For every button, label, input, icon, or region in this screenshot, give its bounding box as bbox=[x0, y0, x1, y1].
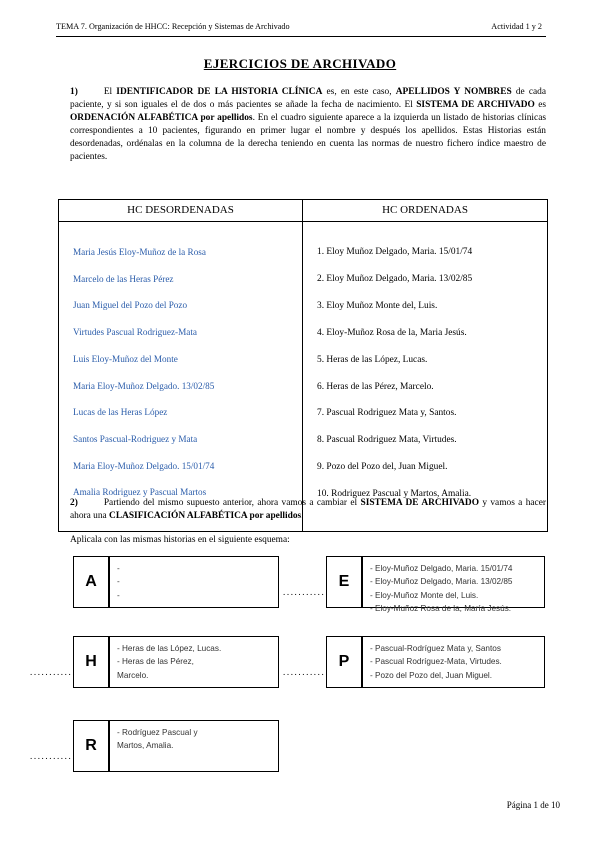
exercise-2-number: 2) bbox=[70, 498, 78, 508]
schema-line: - bbox=[117, 564, 120, 573]
schema-line: - bbox=[117, 577, 120, 587]
table-header-row bbox=[59, 200, 548, 222]
header-right-text: Actividad 1 y 2 bbox=[491, 22, 542, 31]
exercise-1-text: El IDENTIFICADOR DE LA HISTORIA CLÍNICA es, en este caso, APELLIDOS Y NOMBRES de cada paciente, y si son iguales el de dos o más pacientes se añade la fecha de nacimiento. El SISTEMA DE ARCHIVADO es ORDENACIÓN ALFABÉTICA por apellidos. En el cuadro siguiente aparece a la izquierda un listado de historias clínicas correspondientes a 10 pacientes, figurando en primer lugar el nombre y después los apellidos. Estas Historias están desordenadas, ordénalas en la columna de la derecha teniendo en cuenta las normas de nuestro fichero índice maestro de pacientes. bbox=[70, 87, 547, 162]
exercise-1-paragraph bbox=[70, 86, 546, 164]
ordered-item: 8. Pascual Rodriguez Mata, Virtudes. bbox=[317, 435, 457, 446]
disordered-item: Virtudes Pascual Rodriguez-Mata bbox=[73, 327, 197, 338]
schema-line: - Eloy-Muñoz Delgado, Maria. 13/02/85 bbox=[370, 577, 513, 587]
disordered-item: Juan Miguel del Pozo del Pozo bbox=[73, 300, 188, 311]
schema-line: - Eloy-Muñoz Monte del, Luis. bbox=[370, 590, 479, 600]
schema-content-h bbox=[109, 636, 279, 688]
header-divider bbox=[56, 36, 546, 37]
ordered-item: 6. Heras de las Pérez, Marcelo. bbox=[317, 381, 434, 392]
ordered-item: 2. Eloy Muñoz Delgado, Maria. 13/02/85 bbox=[317, 273, 473, 284]
page-footer: Página 1 de 10 bbox=[506, 800, 560, 810]
schema-line: Martos, Amalia. bbox=[117, 741, 174, 751]
disordered-item: Santos Pascual-Rodriguez y Mata bbox=[73, 433, 198, 444]
schema-line: - Pascual-Rodríguez Mata y, Santos bbox=[370, 644, 501, 653]
schema-letter-e: E bbox=[326, 556, 362, 608]
ordered-item: 10. Rodriguez Pascual y Martos, Amalia. bbox=[317, 489, 472, 500]
ordered-item: 7. Pascual Rodriguez Mata y, Santos. bbox=[317, 408, 457, 419]
disordered-list bbox=[59, 248, 302, 498]
schema-line: Marcelo. bbox=[117, 670, 149, 680]
page-title-text: EJERCICIOS DE ARCHIVADO bbox=[203, 56, 397, 71]
schema-dots: ............ bbox=[283, 667, 330, 677]
exercise-2-text: Partiendo del mismo supuesto anterior, ahora vamos a cambiar el SISTEMA DE ARCHIVADO y vamos a hacer ahora una CLASIFICACIÓN ALFABÉTICA por apellidos. bbox=[70, 498, 546, 521]
schema-letter-r: R bbox=[73, 720, 109, 772]
schema-line: - Rodríguez Pascual y bbox=[117, 728, 198, 737]
schema-letter-a: A bbox=[73, 556, 109, 608]
page-header bbox=[56, 22, 560, 31]
ordered-item: 4. Eloy-Muñoz Rosa de la, Maria Jesús. bbox=[317, 327, 467, 338]
schema-content-r bbox=[109, 720, 279, 772]
schema-line: - Pascual Rodríguez-Mata, Virtudes. bbox=[370, 657, 502, 667]
ordered-cell bbox=[303, 222, 548, 532]
disordered-item: Amalia Rodriguez y Pascual Martos bbox=[73, 487, 207, 498]
schema-letter-p: P bbox=[326, 636, 362, 688]
disordered-item: Marcelo de las Heras Pérez bbox=[73, 273, 174, 284]
schema-content-p bbox=[362, 636, 545, 688]
page-title bbox=[0, 56, 600, 72]
schema-line: - Pozo del Pozo del, Juan Miguel. bbox=[370, 670, 492, 680]
schema-content-a bbox=[109, 556, 279, 608]
ordered-list bbox=[303, 248, 547, 500]
exercise-1-number: 1) bbox=[70, 87, 78, 97]
header-left-text: TEMA 7. Organización de HHCC: Recepción y Sistemas de Archivado bbox=[56, 22, 290, 31]
hc-table bbox=[58, 199, 548, 532]
ordered-item: 5. Heras de las López, Lucas. bbox=[317, 354, 428, 365]
schema-dots: ............ bbox=[283, 587, 330, 597]
table-header-disordered: HC DESORDENADAS bbox=[59, 200, 303, 222]
exercise-2-paragraph bbox=[70, 497, 546, 523]
schema-letter-h: H bbox=[73, 636, 109, 688]
disordered-cell bbox=[59, 222, 303, 532]
disordered-item: Maria Eloy-Muñoz Delgado. 15/01/74 bbox=[73, 460, 215, 471]
ordered-item: 3. Eloy Muñoz Monte del, Luis. bbox=[317, 300, 438, 311]
disordered-item: Lucas de las Heras López bbox=[73, 407, 168, 418]
schema-line: - Heras de las López, Lucas. bbox=[117, 644, 222, 653]
disordered-item: Luis Eloy-Muñoz del Monte bbox=[73, 353, 178, 364]
schema-dots: ............ bbox=[30, 667, 77, 677]
schema-content-e bbox=[362, 556, 545, 613]
schema-line: - bbox=[117, 590, 120, 600]
schema-line: - Eloy-Muñoz Delgado, Maria. 15/01/74 bbox=[370, 564, 513, 573]
disordered-item: Maria Jesús Eloy-Muñoz de la Rosa bbox=[73, 247, 206, 257]
ordered-item: 9. Pozo del Pozo del, Juan Miguel. bbox=[317, 462, 448, 473]
table-header-ordered: HC ORDENADAS bbox=[303, 200, 548, 222]
schema-line: - Eloy-Muñoz Rosa de la, María Jesús. bbox=[370, 603, 512, 613]
schema-line: - Heras de las Pérez, bbox=[117, 657, 194, 667]
exercise-2-instruction: Aplicala con las mismas historias en el siguiente esquema: bbox=[70, 535, 290, 545]
ordered-item: 1. Eloy Muñoz Delgado, Maria. 15/01/74 bbox=[317, 247, 473, 257]
schema-dots: ............ bbox=[30, 751, 77, 761]
disordered-item: Maria Eloy-Muñoz Delgado. 13/02/85 bbox=[73, 380, 215, 391]
table-body-row bbox=[59, 222, 548, 532]
